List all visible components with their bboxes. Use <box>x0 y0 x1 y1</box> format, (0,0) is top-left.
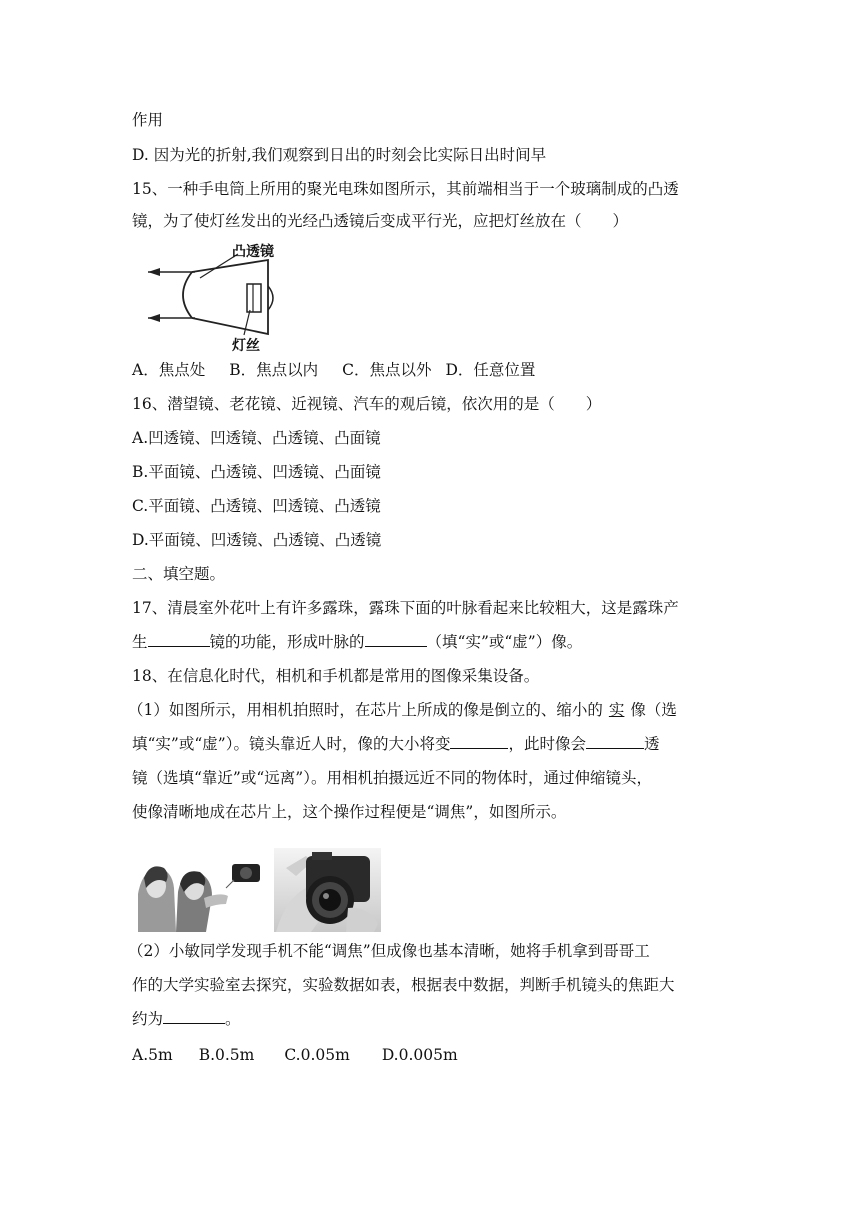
flashlight-bulb-figure <box>140 238 290 353</box>
q18-part1-text-end: 像（选 <box>630 701 677 719</box>
q18-part2-line1: （2）小敏同学发现手机不能“调焦”但成像也基本清晰，她将手机拿到哥哥工 <box>128 942 650 960</box>
q18-part2-options <box>132 1045 458 1065</box>
q18-part1-line3: 镜（选填“靠近”或“远离”）。用相机拍摄远近不同的物体时，通过伸缩镜头， <box>132 769 652 787</box>
q18-part1-text: （1）如图所示，用相机拍照时，在芯片上所成的像是倒立的、缩小的 <box>128 701 603 719</box>
q17-blank-2[interactable] <box>365 632 427 647</box>
q16-option-a[interactable]: A.凹透镜、凹透镜、凸透镜、凸面镜 <box>132 429 381 447</box>
q17-blank-1[interactable] <box>148 632 210 647</box>
q15-option-d[interactable]: D．任意位置 <box>445 361 536 379</box>
q16-option-b[interactable]: B.平面镜、凸透镜、凹透镜、凸面镜 <box>132 463 381 481</box>
q17-text-2: 镜的功能，形成叶脉的 <box>209 633 365 651</box>
line-continuation: 作用 <box>132 111 164 129</box>
question-15-line2: 镜，为了使灯丝发出的光经凸透镜后变成平行光，应把灯丝放在（ ） <box>132 212 629 230</box>
q18-line2-text-1: 填“实”或“虚”）。镜头靠近人时，像的大小将变 <box>132 735 451 753</box>
section-heading-fill-in: 二、填空题。 <box>132 565 226 583</box>
question-16: 16、潜望镜、老花镜、近视镜、汽车的观后镜，依次用的是（ ） <box>132 395 602 413</box>
q18-blank-direction[interactable] <box>586 734 644 749</box>
q15-option-c[interactable]: C．焦点以外 <box>342 361 432 379</box>
question-18: 18、在信息化时代，相机和手机都是常用的图像采集设备。 <box>132 667 540 685</box>
q18-answer-real: 实 <box>608 701 625 719</box>
q18-part1-line1 <box>128 700 677 720</box>
question-17-line1: 17、清晨室外花叶上有许多露珠，露珠下面的叶脉看起来比较粗大，这是露珠产 <box>132 599 679 617</box>
q15-option-b[interactable]: B．焦点以内 <box>229 361 319 379</box>
q16-option-c[interactable]: C.平面镜、凸透镜、凹透镜、凸透镜 <box>132 497 381 515</box>
q18-option-b[interactable]: B.0.5m <box>198 1046 255 1064</box>
q17-text-3: （填“实”或“虚”）像。 <box>426 633 583 651</box>
q18-option-d[interactable]: D.0.005m <box>381 1046 458 1064</box>
label-convex-lens: 凸透镜 <box>232 244 274 260</box>
q18-blank-size[interactable] <box>450 734 508 749</box>
label-filament: 灯丝 <box>232 338 260 353</box>
q18-line2-text-3: 透 <box>643 735 660 753</box>
question-15-line1: 15、一种手电筒上所用的聚光电珠如图所示，其前端相当于一个玻璃制成的凸透 <box>132 180 679 198</box>
option-d-text: D. 因为光的折射,我们观察到日出的时刻会比实际日出时间早 <box>132 146 547 164</box>
camera-focus-photo <box>136 848 381 932</box>
q18-part2-line3 <box>132 1009 241 1029</box>
q18-option-a[interactable]: A.5m <box>132 1046 173 1064</box>
q17-text-1: 生 <box>132 633 148 651</box>
q18-blank-focal-length[interactable] <box>163 1009 225 1024</box>
q15-option-a[interactable]: A．焦点处 <box>132 361 206 379</box>
q18-part2-period: 。 <box>225 1010 241 1028</box>
question-15-options <box>132 360 535 380</box>
q18-line2-text-2: ，此时像会 <box>508 735 586 753</box>
q18-part1-line4: 使像清晰地成在芯片上，这个操作过程便是“调焦”，如图所示。 <box>132 803 567 821</box>
q18-part1-line2 <box>132 734 659 754</box>
q18-part2-text: 约为 <box>132 1010 164 1028</box>
question-17-line2 <box>132 632 582 652</box>
q16-option-d[interactable]: D.平面镜、凹透镜、凸透镜、凸透镜 <box>132 531 382 549</box>
q18-part2-line2: 作的大学实验室去探究，实验数据如表，根据表中数据，判断手机镜头的焦距大 <box>132 976 675 994</box>
q18-option-c[interactable]: C.0.05m <box>284 1046 350 1064</box>
